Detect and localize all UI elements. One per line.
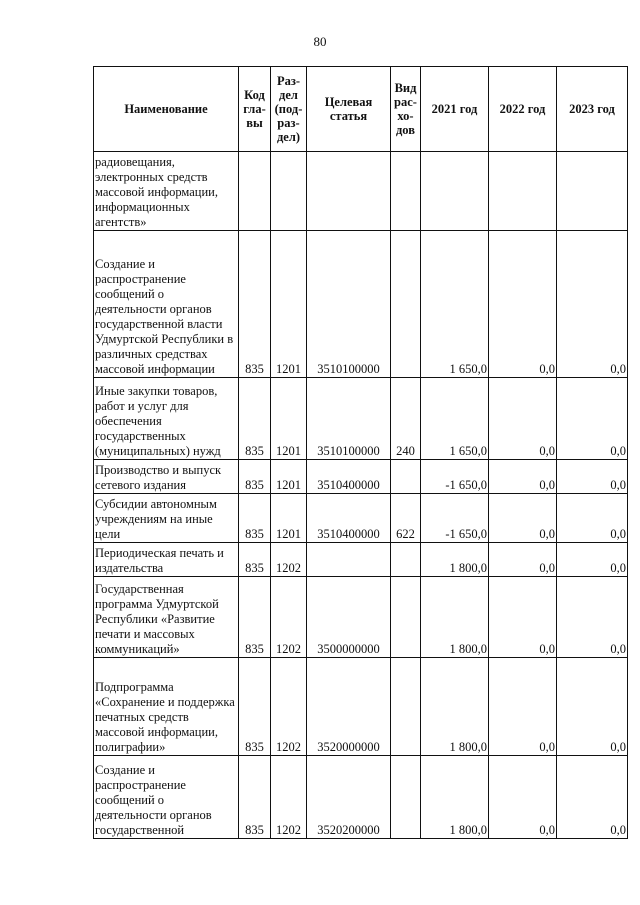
row-target [307, 152, 391, 231]
header-type: Вид рас- хо- дов [391, 67, 421, 152]
header-2021: 2021 год [421, 67, 489, 152]
row-2023: 0,0 [557, 378, 628, 460]
row-2022: 0,0 [489, 494, 557, 543]
row-code: 835 [239, 378, 271, 460]
row-type [391, 543, 421, 577]
row-code [239, 152, 271, 231]
row-name: Создание и распространение сообщений о деятельности органов государственной власти Удмуртской Республики в различных средствах массовой информации [94, 231, 239, 378]
row-2022 [489, 152, 557, 231]
row-code: 835 [239, 231, 271, 378]
row-section: 1202 [271, 577, 307, 658]
row-name: Периодическая печать и издательства [94, 543, 239, 577]
row-type [391, 577, 421, 658]
row-type [391, 460, 421, 494]
row-code: 835 [239, 756, 271, 839]
row-code: 835 [239, 658, 271, 756]
page-number: 80 [313, 34, 327, 49]
row-type: 622 [391, 494, 421, 543]
row-2023: 0,0 [557, 658, 628, 756]
table-row [94, 152, 628, 231]
row-target: 3500000000 [307, 577, 391, 658]
row-section [271, 152, 307, 231]
row-code: 835 [239, 460, 271, 494]
row-target: 3510400000 [307, 494, 391, 543]
header-name: Наименование [94, 67, 239, 152]
row-2023: 0,0 [557, 494, 628, 543]
row-section: 1202 [271, 658, 307, 756]
row-name: Иные закупки товаров, работ и услуг для обеспечения государственных (муниципальных) нужд [94, 378, 239, 460]
row-type [391, 231, 421, 378]
row-type [391, 152, 421, 231]
row-2021: 1 650,0 [421, 231, 489, 378]
row-2023 [557, 152, 628, 231]
row-code: 835 [239, 494, 271, 543]
row-2021: -1 650,0 [421, 494, 489, 543]
row-2023: 0,0 [557, 577, 628, 658]
row-2021: 1 800,0 [421, 543, 489, 577]
header-target: Целевая статья [307, 67, 391, 152]
row-section: 1202 [271, 543, 307, 577]
row-target: 3510100000 [307, 231, 391, 378]
row-code: 835 [239, 543, 271, 577]
row-name: Государственная программа Удмуртской Республики «Развитие печати и массовых коммуникаций» [94, 577, 239, 658]
table-row [94, 460, 628, 494]
row-2023: 0,0 [557, 543, 628, 577]
row-type [391, 658, 421, 756]
row-2023: 0,0 [557, 756, 628, 839]
header-code: Код гла- вы [239, 67, 271, 152]
row-name: Подпрограмма «Сохранение и поддержка печатных средств массовой информации, полиграфии» [94, 658, 239, 756]
row-2023: 0,0 [557, 231, 628, 378]
row-section: 1202 [271, 756, 307, 839]
table-row [94, 756, 628, 839]
row-section: 1201 [271, 494, 307, 543]
row-name: Создание и распространение сообщений о деятельности органов государственной [94, 756, 239, 839]
header-2023: 2023 год [557, 67, 628, 152]
row-target: 3510400000 [307, 460, 391, 494]
row-2022: 0,0 [489, 756, 557, 839]
row-code: 835 [239, 577, 271, 658]
row-target: 3510100000 [307, 378, 391, 460]
row-target [307, 543, 391, 577]
row-target: 3520000000 [307, 658, 391, 756]
row-2021: 1 800,0 [421, 577, 489, 658]
header-row [94, 67, 628, 152]
row-section: 1201 [271, 231, 307, 378]
row-2021 [421, 152, 489, 231]
row-name: радиовещания, электронных средств массовой информации, информационных агентств» [94, 152, 239, 231]
row-2021: -1 650,0 [421, 460, 489, 494]
row-name: Производство и выпуск сетевого издания [94, 460, 239, 494]
row-2022: 0,0 [489, 577, 557, 658]
table-row [94, 577, 628, 658]
row-2022: 0,0 [489, 460, 557, 494]
row-target: 3520200000 [307, 756, 391, 839]
row-type [391, 756, 421, 839]
row-2022: 0,0 [489, 543, 557, 577]
row-2021: 1 650,0 [421, 378, 489, 460]
row-name: Субсидии автономным учреждениям на иные цели [94, 494, 239, 543]
budget-table [93, 66, 628, 839]
table-row [94, 231, 628, 378]
row-2021: 1 800,0 [421, 658, 489, 756]
row-section: 1201 [271, 460, 307, 494]
row-section: 1201 [271, 378, 307, 460]
row-type: 240 [391, 378, 421, 460]
row-2021: 1 800,0 [421, 756, 489, 839]
table-row [94, 658, 628, 756]
row-2023: 0,0 [557, 460, 628, 494]
row-2022: 0,0 [489, 378, 557, 460]
table-row [94, 494, 628, 543]
row-2022: 0,0 [489, 231, 557, 378]
table-row [94, 543, 628, 577]
table-row [94, 378, 628, 460]
row-2022: 0,0 [489, 658, 557, 756]
header-2022: 2022 год [489, 67, 557, 152]
header-section: Раз- дел (под- раз- дел) [271, 67, 307, 152]
